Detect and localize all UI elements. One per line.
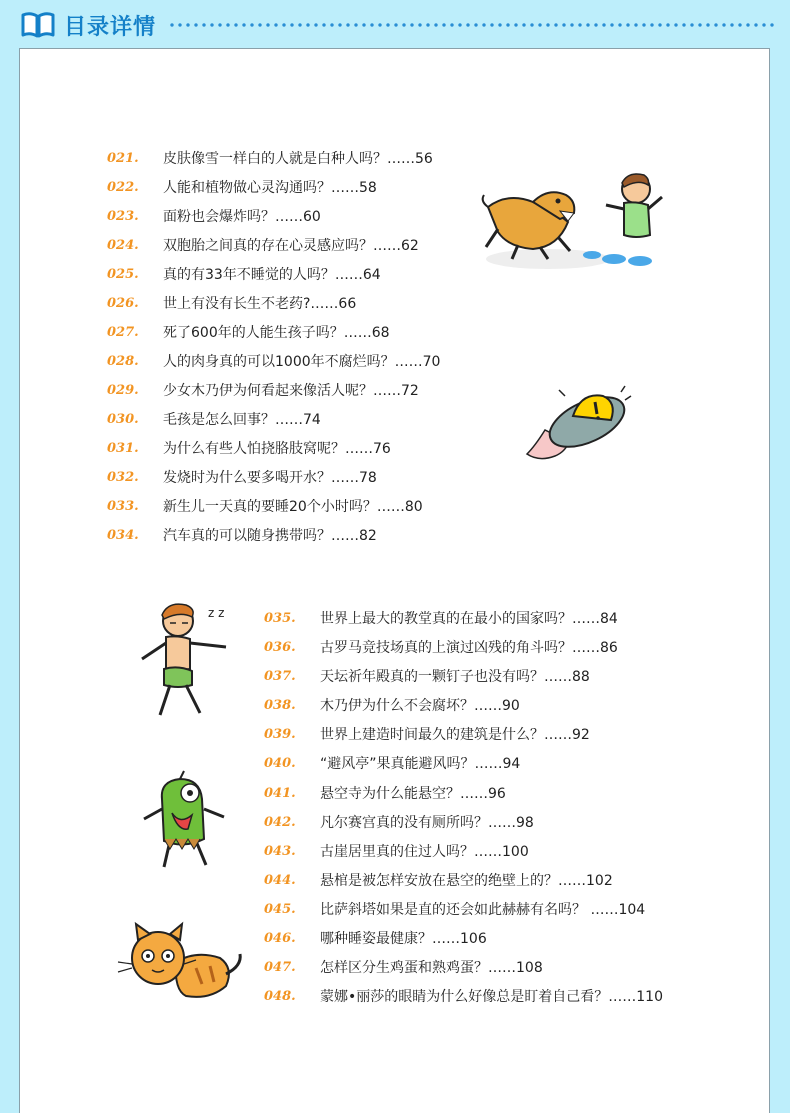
toc-entry-044[interactable] <box>264 869 613 891</box>
toc-entry-037[interactable] <box>264 665 590 687</box>
entry-number: 048. <box>264 988 296 1004</box>
orange-cat-illustration <box>116 914 246 1004</box>
entry-title: 悬空寺为什么能悬空？……96 <box>320 786 506 802</box>
green-monster-illustration <box>140 769 230 874</box>
entry-title: 人能和植物做心灵沟通吗？……58 <box>163 180 377 196</box>
entry-title: 发烧时为什么要多喝开水？……78 <box>163 470 377 486</box>
entry-title: 面粉也会爆炸吗？……60 <box>163 209 321 225</box>
entry-title: 为什么有些人怕挠胳肢窝呢？……76 <box>163 441 391 457</box>
entry-number: 031. <box>107 440 139 456</box>
toc-entry-039[interactable] <box>264 723 590 745</box>
entry-number: 025. <box>107 266 139 282</box>
entry-number: 046. <box>264 930 296 946</box>
toc-entry-024[interactable] <box>107 234 419 256</box>
toc-entry-035[interactable] <box>264 607 618 629</box>
entry-number: 039. <box>264 726 296 742</box>
toc-entry-030[interactable] <box>107 408 321 430</box>
entry-title: 哪种睡姿最健康？……106 <box>320 931 487 947</box>
entry-title: 汽车真的可以随身携带吗？……82 <box>163 528 377 544</box>
entry-title: 双胞胎之间真的存在心灵感应吗？……62 <box>163 238 419 254</box>
entry-number: 028. <box>107 353 139 369</box>
entry-title: 少女木乃伊为何看起来像活人呢？……72 <box>163 383 419 399</box>
toc-entry-032[interactable] <box>107 466 377 488</box>
entry-title: 蒙娜•丽莎的眼睛为什么好像总是盯着自己看？……110 <box>320 989 663 1005</box>
sleepwalking-boy-illustration <box>130 599 240 724</box>
toc-entry-036[interactable] <box>264 636 618 658</box>
entry-number: 029. <box>107 382 139 398</box>
toc-entry-033[interactable] <box>107 495 423 517</box>
entry-title: 怎样区分生鸡蛋和熟鸡蛋？……108 <box>320 960 543 976</box>
toc-entry-038[interactable] <box>264 694 520 716</box>
toc-entry-047[interactable] <box>264 956 543 978</box>
entry-title: 世界上最大的教堂真的在最小的国家吗？……84 <box>320 611 618 627</box>
toc-entry-042[interactable] <box>264 811 534 833</box>
toc-entry-040[interactable] <box>264 752 520 774</box>
toc-entry-026[interactable] <box>107 292 356 314</box>
entry-number: 022. <box>107 179 139 195</box>
dotted-rule <box>168 22 776 28</box>
entry-title: 毛孩是怎么回事？……74 <box>163 412 321 428</box>
entry-title: 天坛祈年殿真的一颗钉子也没有吗？……88 <box>320 669 590 685</box>
header-title: 目录详情 <box>64 14 157 40</box>
entry-number: 045. <box>264 901 296 917</box>
entry-title: 木乃伊为什么不会腐坏？……90 <box>320 698 520 714</box>
entry-number: 047. <box>264 959 296 975</box>
entry-number: 034. <box>107 527 139 543</box>
entry-title: 比萨斜塔如果是直的还会如此赫赫有名吗？ ……104 <box>320 902 646 918</box>
toc-entry-021[interactable] <box>107 147 433 169</box>
entry-number: 035. <box>264 610 296 626</box>
entry-number: 043. <box>264 843 296 859</box>
open-book-icon <box>20 11 56 39</box>
entry-title: 新生儿一天真的要睡20个小时吗？……80 <box>163 499 423 515</box>
toc-entry-025[interactable] <box>107 263 381 285</box>
toc-panel <box>19 48 770 1113</box>
entry-title: “避风亭”果真能避风吗？……94 <box>320 756 521 772</box>
entry-number: 024. <box>107 237 139 253</box>
entry-number: 033. <box>107 498 139 514</box>
entry-number: 042. <box>264 814 296 830</box>
svg-text:z z: z z <box>208 606 225 620</box>
toc-entry-027[interactable] <box>107 321 390 343</box>
entry-title: 真的有33年不睡觉的人吗？……64 <box>163 267 381 283</box>
entry-number: 027. <box>107 324 139 340</box>
toc-entry-045[interactable] <box>264 898 645 920</box>
entry-number: 021. <box>107 150 139 166</box>
entry-number: 040. <box>264 755 296 771</box>
entry-title: 古崖居里真的住过人吗？……100 <box>320 844 529 860</box>
entry-title: 悬棺是被怎样安放在悬空的绝壁上的？……102 <box>320 873 613 889</box>
section-header <box>20 8 780 42</box>
entry-title: 皮肤像雪一样白的人就是白种人吗？……56 <box>163 151 433 167</box>
entry-number: 023. <box>107 208 139 224</box>
toc-entry-022[interactable] <box>107 176 377 198</box>
toc-entry-028[interactable] <box>107 350 440 372</box>
toc-entry-046[interactable] <box>264 927 487 949</box>
toc-entry-023[interactable] <box>107 205 321 227</box>
dog-chasing-boy-illustration <box>478 167 668 277</box>
entry-title: 世界上建造时间最久的建筑是什么？……92 <box>320 727 590 743</box>
entry-number: 032. <box>107 469 139 485</box>
ufo-illustration <box>525 382 635 472</box>
entry-number: 036. <box>264 639 296 655</box>
entry-number: 037. <box>264 668 296 684</box>
toc-entry-041[interactable] <box>264 782 506 804</box>
entry-title: 人的肉身真的可以1000年不腐烂吗？……70 <box>163 354 441 370</box>
entry-title: 古罗马竞技场真的上演过凶残的角斗吗？……86 <box>320 640 618 656</box>
entry-number: 038. <box>264 697 296 713</box>
toc-entry-031[interactable] <box>107 437 391 459</box>
toc-entry-048[interactable] <box>264 985 663 1007</box>
entry-title: 凡尔赛宫真的没有厕所吗？……98 <box>320 815 534 831</box>
toc-entry-034[interactable] <box>107 524 377 546</box>
entry-title: 死了600年的人能生孩子吗？……68 <box>163 325 390 341</box>
entry-number: 026. <box>107 295 139 311</box>
entry-number: 041. <box>264 785 296 801</box>
toc-entry-029[interactable] <box>107 379 419 401</box>
toc-entry-043[interactable] <box>264 840 529 862</box>
entry-number: 044. <box>264 872 296 888</box>
entry-number: 030. <box>107 411 139 427</box>
entry-title: 世上有没有长生不老药?……66 <box>163 296 357 312</box>
